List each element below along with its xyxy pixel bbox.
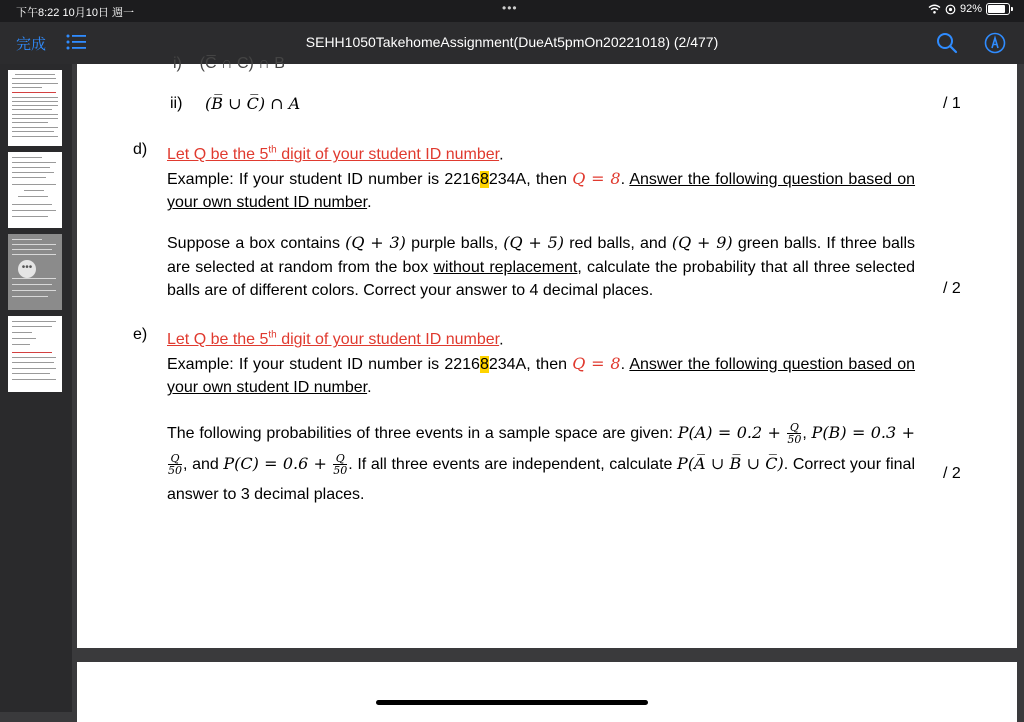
page-thumbnail-sidebar — [0, 64, 72, 712]
item-d-example: Example: If your student ID number is 22168234A, then Q = 8. Answer the following question based on your own student ID number. — [167, 168, 916, 212]
item-e-question: The following probabilities of three events in a sample space are given: P(A) = 0.2 + $\frac{Q}{50}$ , P(B) = 0.3 + $\frac{Q}{50}$ , and P(C) = 0.6 + $\frac{Q}{50}$ . If all three events are independent, calculate P(A̅ ∪ B̅ ∪ C̅). Correct your final answer to 3 decimal places. — [167, 421, 916, 503]
item-e-let-q: Let Q be the 5th digit of your student ID number — [167, 330, 500, 349]
multitask-dots-icon[interactable]: ••• — [502, 1, 518, 15]
fraction-q-over-50: $\frac{Q}{50}$ — [333, 452, 348, 478]
item-ii-label: ii) — [170, 95, 183, 112]
page-thumbnail-1[interactable] — [8, 70, 62, 146]
item-d-intro: Let Q be the 5th digit of your student ID number. Example: If your student ID number is 22168234A, then Q = 8. Answer the following question based on your own student ID number. — [167, 145, 916, 212]
more-options-icon[interactable]: ••• — [18, 260, 36, 278]
item-ii-expression: (B̅ ∪ C̅) ∩ A — [205, 94, 301, 113]
item-ii-marks: / 1 — [943, 95, 961, 112]
fraction-q-over-50: $\frac{Q}{50}$ — [787, 421, 802, 447]
location-icon — [945, 4, 956, 15]
item-e-example: Example: If your student ID number is 22168234A, then Q = 8. Answer the following question based on your own student ID number. — [167, 353, 916, 397]
item-d-marks: / 2 — [943, 280, 961, 297]
wifi-icon — [928, 4, 941, 14]
item-e-intro: Let Q be the 5th digit of your student ID number. Example: If your student ID number is 22168234A, then Q = 8. Answer the following question based on your own student ID number. — [167, 330, 916, 397]
status-time: 下午8:22 10月10日 週一 — [16, 7, 134, 19]
home-indicator[interactable] — [376, 700, 648, 705]
status-right — [928, 3, 1010, 15]
item-e-answer-instruction: Answer the following question based on your own student ID number — [167, 355, 916, 397]
page-thumbnail-4[interactable] — [8, 316, 62, 392]
item-e-label: e) — [133, 326, 148, 343]
fraction-q-over-50: $\frac{Q}{50}$ — [168, 452, 182, 478]
next-document-page — [77, 662, 1017, 722]
document-title: SEHH1050TakehomeAssignment(DueAt5pmOn20221018) (2/477) — [305, 34, 719, 50]
cut-off-text: i) (C̅ ∩ C) ∩ B — [173, 55, 285, 72]
status-bar — [0, 0, 1024, 22]
document-page — [77, 55, 1017, 648]
search-icon[interactable] — [936, 32, 958, 59]
item-e-marks: / 2 — [943, 465, 961, 482]
battery-icon — [986, 3, 1010, 15]
toolbar — [0, 22, 1024, 64]
battery-percent: 92% — [959, 3, 982, 15]
done-button[interactable]: 完成 — [16, 36, 47, 53]
item-d-let-q: Let Q be the 5th digit of your student ID number — [167, 145, 500, 164]
markup-pen-icon[interactable] — [984, 32, 1006, 59]
item-d-label: d) — [133, 141, 148, 158]
item-d-answer-instruction: Answer the following question based on your own student ID number — [167, 170, 916, 212]
page-thumbnail-2[interactable] — [8, 152, 62, 228]
item-d-question: Suppose a box contains (Q + 3) purple balls, (Q + 5) red balls, and (Q + 9) green balls. If three balls are selected at random from the box without replacement, calculate the probability that all three selected balls are of different colors. Correct your answer to 4 decimal places. — [167, 233, 916, 299]
